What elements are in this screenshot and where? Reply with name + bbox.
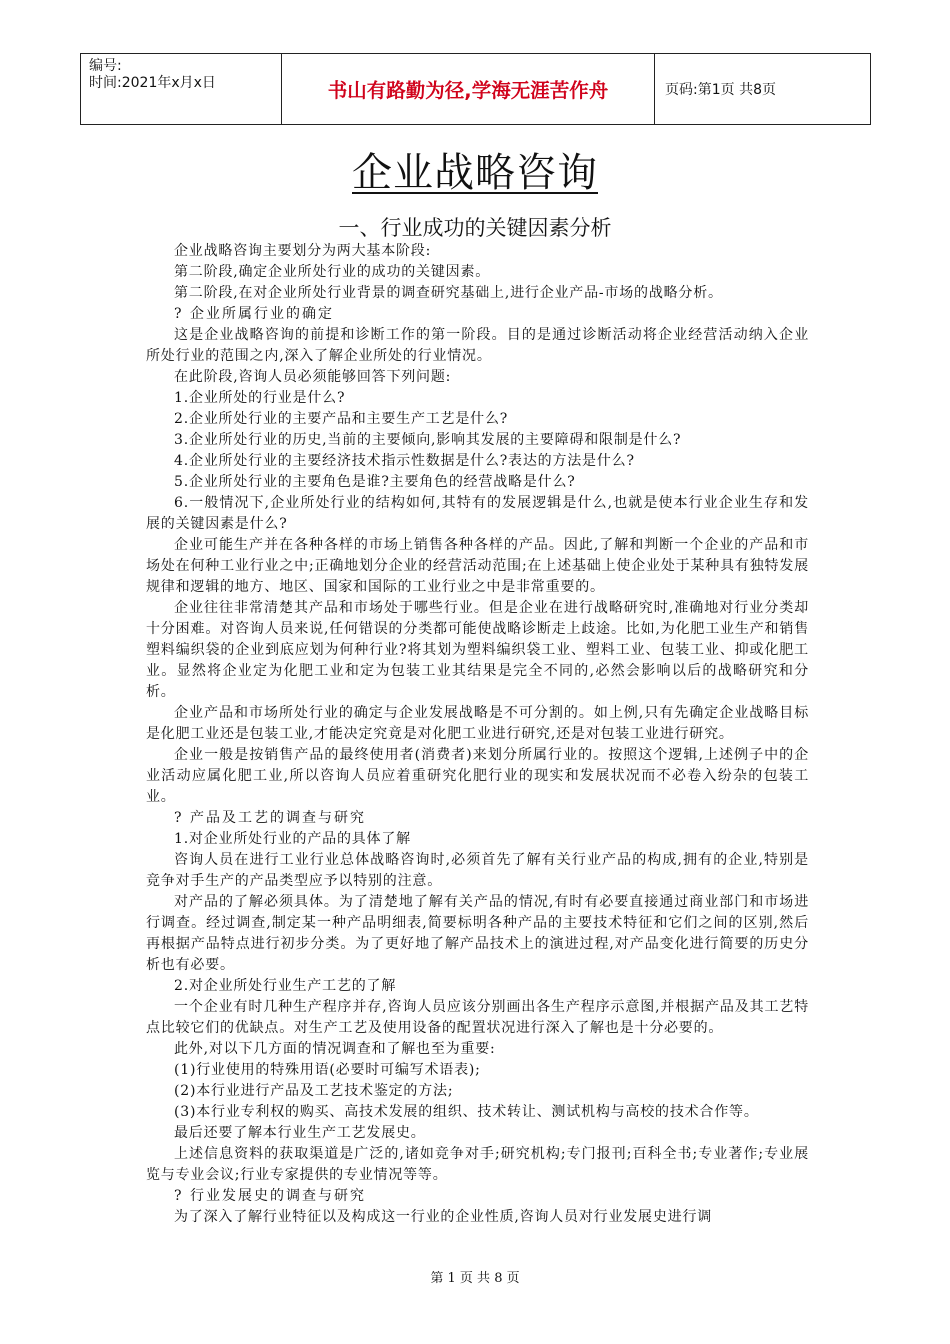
paragraph: 2.对企业所处行业生产工艺的了解 — [174, 978, 397, 994]
paragraph: 第二阶段,在对企业所处行业背景的调查研究基础上,进行企业产品-市场的战略分析。 — [174, 285, 723, 301]
list-item: 1.企业所处的行业是什么? — [174, 390, 346, 406]
number-label: 编号: — [89, 58, 122, 74]
paragraph: 第二阶段,确定企业所处行业的成功的关键因素。 — [174, 264, 491, 280]
list-item: (3)本行业专利权的购买、高技术发展的组织、技术转让、测试机构与高校的技术合作等。 — [174, 1104, 759, 1120]
paragraph: 企业战略咨询主要划分为两大基本阶段: — [174, 243, 432, 259]
paragraph: 最后还要了解本行业生产工艺发展史。 — [174, 1125, 426, 1141]
paragraph: 1.对企业所处行业的产品的具体了解 — [174, 831, 411, 847]
section-heading: 一、行业成功的关键因素分析 — [338, 216, 612, 240]
subsection-heading: ? 产品及工艺的调查与研究 — [174, 810, 366, 826]
paragraph: 企业往往非常清楚其产品和市场处于哪些行业。但是企业在进行战略研究时,准确地对行业分类却十分困难。对咨询人员来说,任何错误的分类都可能使战略诊断走上歧途。比如,为化肥工业生产和销售塑料编织袋的企业到底应划为何种行业?将其划为塑料编织袋工业、塑料工业、包装工业、抑或化肥工业。显然将企业定为化肥工业和定为包装工业其结果是完全不同的,必然会影响以后的战略研究和分析。 — [146, 600, 809, 700]
header-meta-cell — [81, 54, 282, 124]
list-item: 2.企业所处行业的主要产品和主要生产工艺是什么? — [174, 411, 509, 427]
time-label: 时间:2021年x月x日 — [89, 75, 216, 91]
header-motto-cell — [282, 54, 655, 124]
body-text — [146, 241, 809, 1228]
list-item: 3.企业所处行业的历史,当前的主要倾向,影响其发展的主要障碍和限制是什么? — [174, 432, 682, 448]
paragraph: 这是企业战略咨询的前提和诊断工作的第一阶段。目的是通过诊断活动将企业经营活动纳入企业所处行业的范围之内,深入了解企业所处的行业情况。 — [146, 327, 809, 364]
paragraph: 上述信息资料的获取渠道是广泛的,诸如竞争对手;研究机构;专门报刊;百科全书;专业著作;专业展览与专业会议;行业专家提供的专业情况等等。 — [146, 1146, 809, 1183]
list-item: 5.企业所处行业的主要角色是谁?主要角色的经营战略是什么? — [174, 474, 576, 490]
list-item: (1)行业使用的特殊用语(必要时可编写术语表); — [174, 1062, 481, 1078]
list-item: (2)本行业进行产品及工艺技术鉴定的方法; — [174, 1083, 454, 1099]
paragraph: 企业可能生产并在各种各样的市场上销售各种各样的产品。因此,了解和判断一个企业的产品和市场处在何种工业行业之中;正确地划分企业的经营活动范围;在上述基础上使企业处于某种具有独特发展规律和逻辑的地方、地区、国家和国际的工业行业之中是非常重要的。 — [146, 537, 809, 595]
paragraph: 一个企业有时几种生产程序并存,咨询人员应该分别画出各生产程序示意图,并根据产品及其工艺特点比较它们的优缺点。对生产工艺及使用设备的配置状况进行深入了解也是十分必要的。 — [146, 999, 809, 1036]
page-info: 页码:第1页 共8页 — [665, 82, 776, 98]
subsection-heading: ? 行业发展史的调查与研究 — [174, 1188, 366, 1204]
subsection-heading: ? 企业所属行业的确定 — [174, 306, 334, 322]
paragraph: 企业产品和市场所处行业的确定与企业发展战略是不可分割的。如上例,只有先确定企业战略目标是化肥工业还是包装工业,才能决定究竟是对化肥工业进行研究,还是对包装工业进行研究。 — [146, 705, 809, 742]
paragraph: 为了深入了解行业特征以及构成这一行业的企业性质,咨询人员对行业发展史进行调 — [174, 1209, 713, 1225]
header-page-cell — [655, 54, 870, 124]
paragraph: 企业一般是按销售产品的最终使用者(消费者)来划分所属行业的。按照这个逻辑,上述例子中的企业活动应属化肥工业,所以咨询人员应着重研究化肥行业的现实和发展状况而不必卷入纷杂的包装工业。 — [146, 747, 809, 805]
header-table — [80, 53, 871, 125]
list-item: 4.企业所处行业的主要经济技术指示性数据是什么?表达的方法是什么? — [174, 453, 635, 469]
paragraph: 咨询人员在进行工业行业总体战略咨询时,必须首先了解有关行业产品的构成,拥有的企业,特别是竞争对手生产的产品类型应予以特别的注意。 — [146, 852, 809, 889]
document-title-wrap — [0, 147, 950, 199]
page-footer: 第 1 页 共 8 页 — [430, 1271, 520, 1286]
paragraph: 此外,对以下几方面的情况调查和了解也至为重要: — [174, 1041, 496, 1057]
motto: 书山有路勤为径,学海无涯苦作舟 — [327, 79, 609, 102]
document-title: 企业战略咨询 — [352, 150, 598, 196]
list-item: 6.一般情况下,企业所处行业的结构如何,其特有的发展逻辑是什么,也就是使本行业企业生存和发展的关键因素是什么? — [146, 495, 809, 532]
paragraph: 在此阶段,咨询人员必须能够回答下列问题: — [174, 369, 452, 385]
paragraph: 对产品的了解必须具体。为了清楚地了解有关产品的情况,有时有必要直接通过商业部门和市场进行调查。经过调查,制定某一种产品明细表,简要标明各种产品的主要技术特征和它们之间的区别,然后再根据产品特点进行初步分类。为了更好地了解产品技术上的演进过程,对产品变化进行简要的历史分析也有必要。 — [146, 894, 809, 973]
